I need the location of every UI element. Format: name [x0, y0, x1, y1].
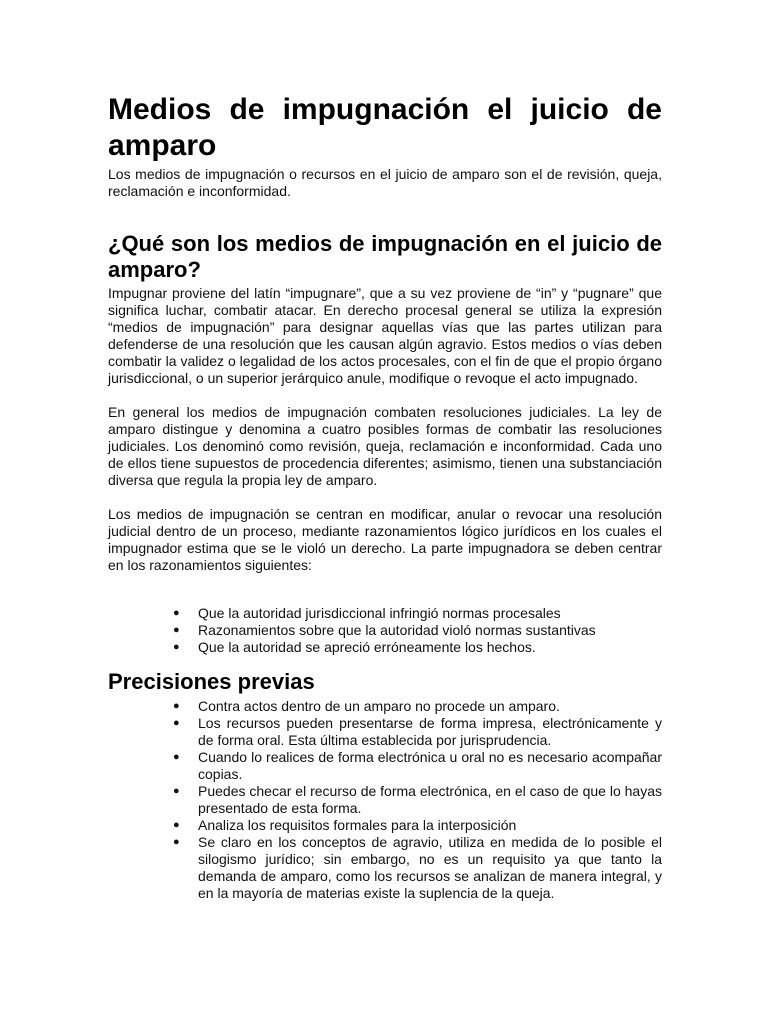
bullet-icon: ●: [173, 717, 180, 729]
bullet-icon: ●: [173, 641, 180, 653]
precisiones-list: [108, 698, 662, 902]
list-item-text: Cuando lo realices de forma electrónica u oral no es necesario acompañar copias.: [198, 749, 662, 782]
bullet-icon: ●: [173, 624, 180, 636]
paragraph-definition: Impugnar proviene del latín “impugnare”, que a su vez proviene de “in” y “pugnare” que significa luchar, combatir atacar. En derecho procesal general se utiliza la expresión “medios de impugnación” para designar aquellas vías que las partes utilizan para defenderse de una resolución que les causan algún agravio. Estos medios o vías deben combatir la validez o legalidad de los actos procesales, con el fin de que el propio órgano jurisdiccional, o un superior jerárquico anule, modifique o revoque el acto impugnado.: [108, 285, 662, 386]
list-item: [108, 622, 662, 639]
list-item: [108, 605, 662, 622]
bullet-icon: ●: [173, 785, 180, 797]
list-item-text: Analiza los requisitos formales para la interposición: [198, 817, 517, 833]
reasoning-list: [108, 605, 662, 656]
list-item-text: Contra actos dentro de un amparo no procede un amparo.: [198, 698, 560, 714]
bullet-icon: ●: [173, 836, 180, 848]
section-heading-precisiones: Precisiones previas: [108, 669, 315, 694]
list-item-text: Que la autoridad se apreció erróneamente los hechos.: [198, 639, 536, 655]
section-heading-what-are: ¿Qué son los medios de impugnación en el juicio de amparo?: [108, 231, 662, 282]
list-item: [108, 783, 662, 817]
list-item-text: Razonamientos sobre que la autoridad violó normas sustantivas: [198, 622, 596, 638]
bullet-icon: ●: [173, 607, 180, 619]
list-item: [108, 834, 662, 902]
list-item-text: Que la autoridad jurisdiccional infringió normas procesales: [198, 605, 561, 621]
list-item: [108, 817, 662, 834]
list-item-text: Los recursos pueden presentarse de forma impresa, electrónicamente y de forma oral. Esta última establecida por jurisprudencia.: [198, 715, 662, 748]
bullet-icon: ●: [173, 819, 180, 831]
list-item-text: Se claro en los conceptos de agravio, utiliza en medida de lo posible el silogismo jurídico; sin embargo, no es un requisito ya que tanto la demanda de amparo, como los recursos se analizan de manera integral, y en la mayoría de materias existe la suplencia de la queja.: [198, 834, 662, 901]
document-page: [108, 92, 662, 902]
list-item: [108, 715, 662, 749]
intro-paragraph: Los medios de impugnación o recursos en el juicio de amparo son el de revisión, queja, reclamación e inconformidad.: [108, 166, 662, 199]
paragraph-general: En general los medios de impugnación combaten resoluciones judiciales. La ley de amparo distingue y denomina a cuatro posibles formas de combatir las resoluciones judiciales. Los denominó como revisión, queja, reclamación e inconformidad. Cada uno de ellos tiene supuestos de procedencia diferentes; asimismo, tienen una substanciación diversa que regula la propia ley de amparo.: [108, 404, 662, 488]
bullet-icon: ●: [173, 700, 180, 712]
document-title: Medios de impugnación el juicio de amparo: [108, 93, 662, 162]
list-item: [108, 639, 662, 656]
paragraph-focus: Los medios de impugnación se centran en modificar, anular o revocar una resolución judicial dentro de un proceso, mediante razonamientos lógico jurídicos en los cuales el impugnador estima que se le violó un derecho. La parte impugnadora se deben centrar en los razonamientos siguientes:: [108, 506, 662, 573]
list-item-text: Puedes checar el recurso de forma electrónica, en el caso de que lo hayas presentado de esta forma.: [198, 783, 662, 816]
list-item: [108, 698, 662, 715]
bullet-icon: ●: [173, 751, 180, 763]
list-item: [108, 749, 662, 783]
